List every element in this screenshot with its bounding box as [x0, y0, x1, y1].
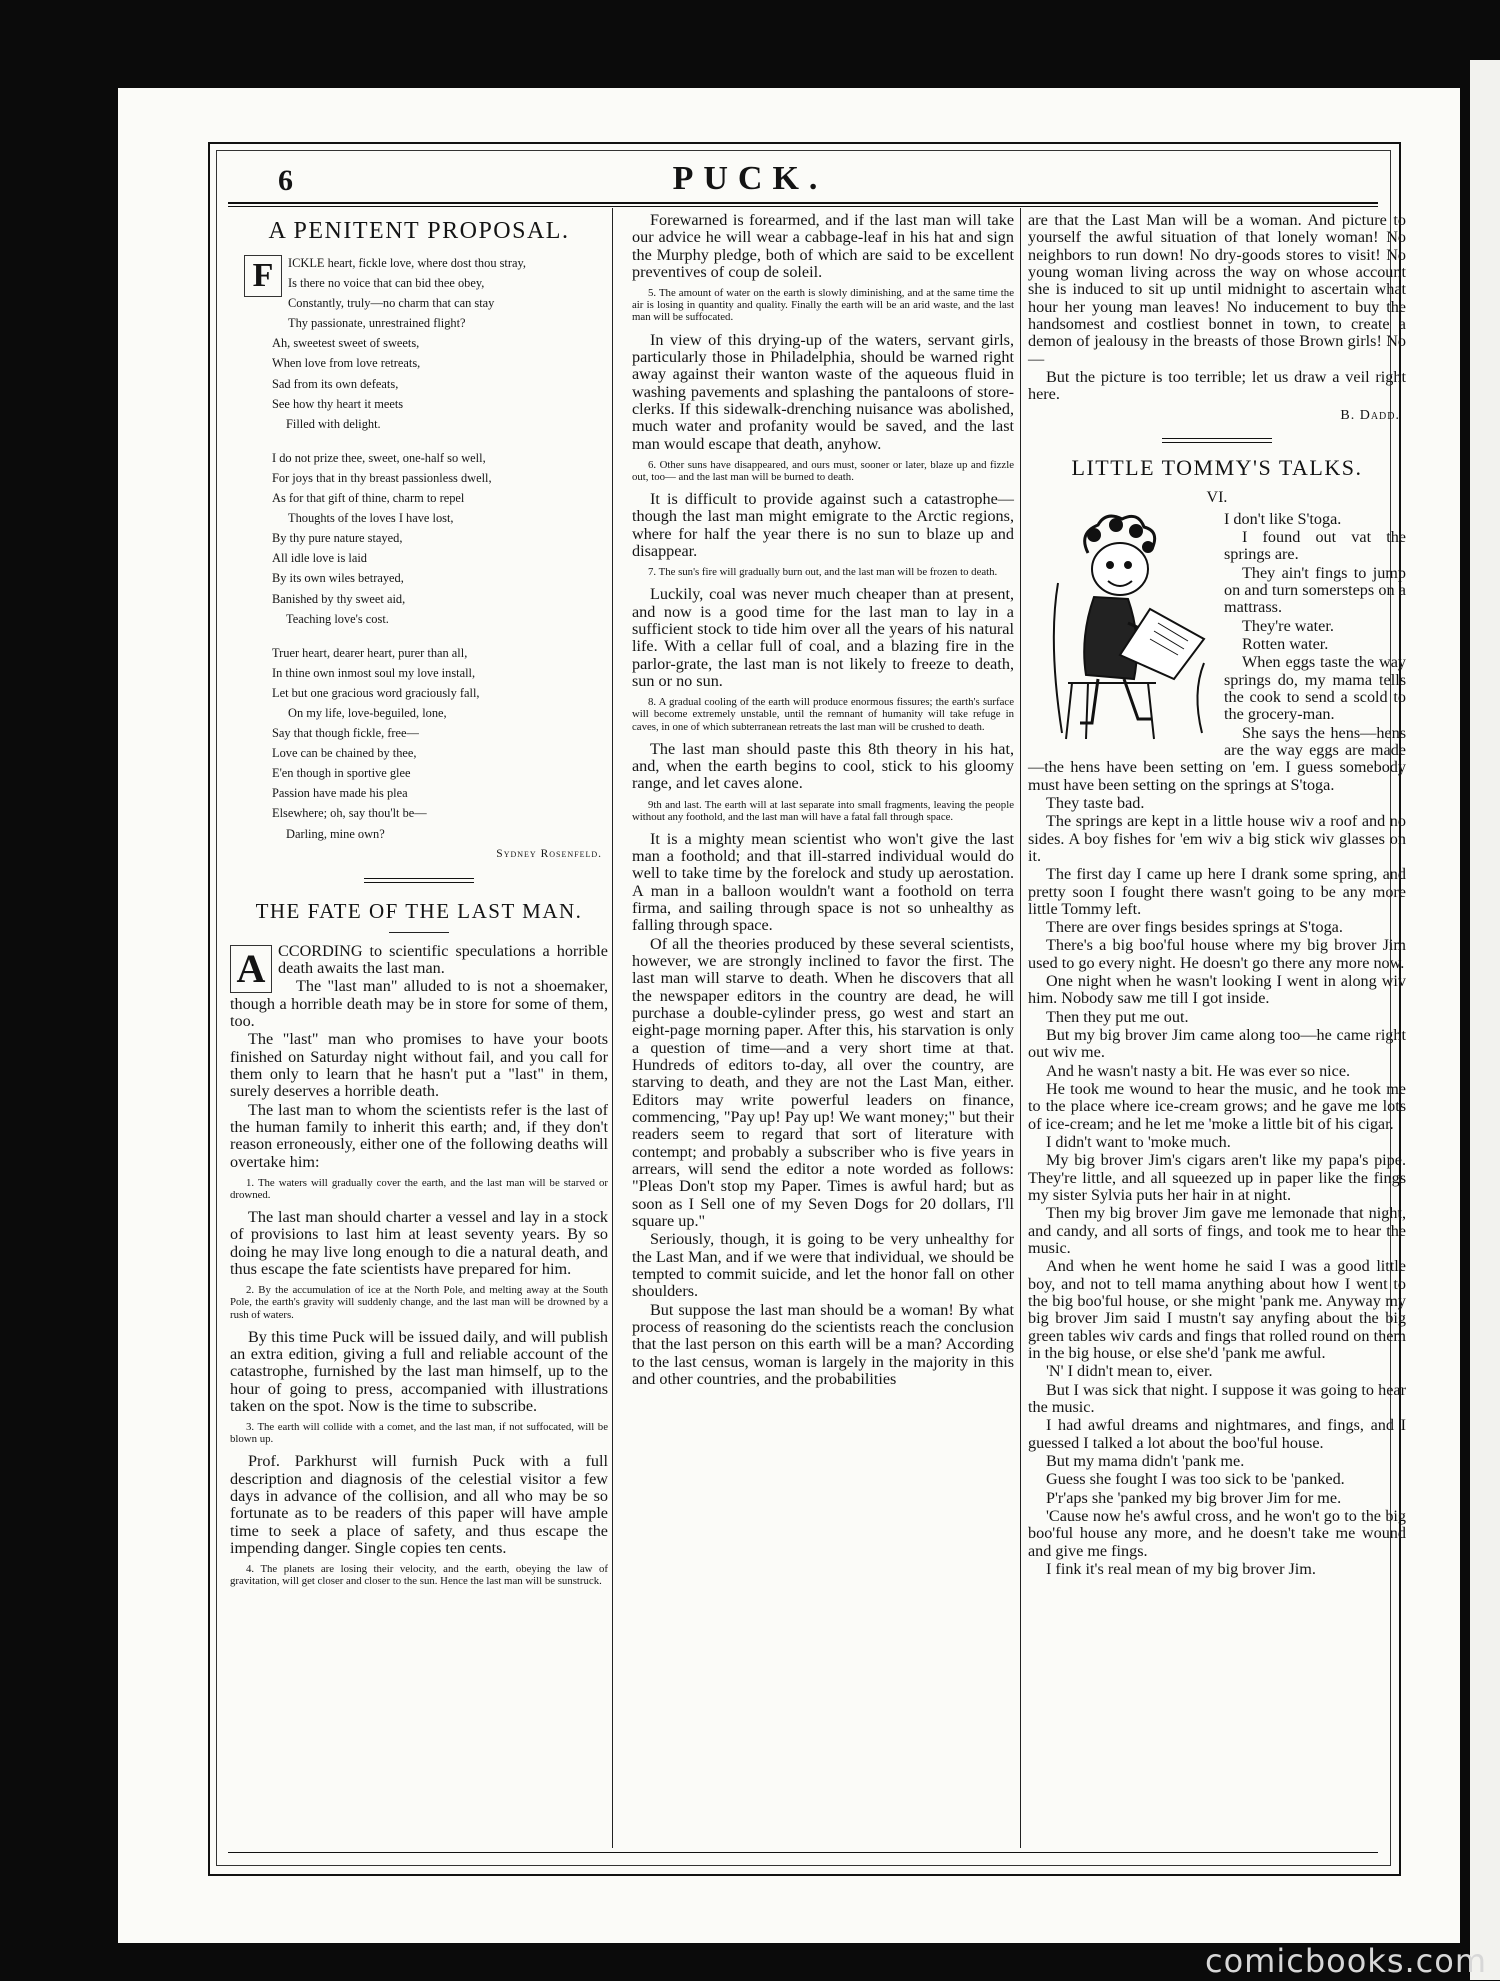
column-divider — [612, 208, 613, 1848]
paragraph: The "last" man who promises to have your boots finished on Saturday night without fail, and you call for them only to learn that he hasn't put a "last" in them, surely deserves a horrible death. — [230, 1030, 608, 1101]
tommy-line: There's a big boo'ful house where my big brover Jim used to go every night. He doesn't go there any more now. — [1028, 936, 1406, 972]
poem-line: ICKLE heart, fickle love, where dost thou stray, — [288, 256, 526, 270]
paragraph: A CCORDING to scientific speculations a horrible death awaits the last man. — [230, 943, 608, 978]
paragraph: Of all the theories produced by these several scientists, however, we are strongly inclined to favor the first. The last man will starve to death. When he discovers that all the newspaper editors in the country are dead, he will purchase a double-cylinder press, go west and start an eight-page morning paper. After this, his starvation is only a question of time—and a very short time at that. Hundreds of editors to-day, all over the country, are starving to death, and they are not the Last Man, either. Editors may write powerful leaders on finance, commencing, "Pay up! Pay up! We want money;" but their readers seem to regard that sort of literature with contempt; and probably a subscriber who is five years in arrears, will send the editor a note worded as follows: "Pleas Don't stop my Paper. Times is awful hard; but as soon as I Sell one of my Seven Dogs for 20 dollars, I'll square up." — [632, 934, 1014, 1230]
tommy-illustration — [1028, 513, 1216, 745]
tommy-line: I didn't want to 'moke much. — [1046, 1133, 1231, 1152]
tommy-line: They ain't fings to jump on and turn somersteps on a mattrass. — [1224, 563, 1406, 617]
poem-line: Constantly, truly—no charm that can stay — [288, 296, 495, 311]
tommy-line: Then my big brover Jim gave me lemonade that night, and candy, and all sorts of fings, and took me to hear the music. — [1028, 1204, 1406, 1258]
poem-line: Thoughts of the loves I have lost, — [288, 511, 454, 526]
poem-line: Love can be chained by thee, — [272, 746, 417, 761]
tommy-line: She says the hens—hens are the way eggs are made—the hens have been setting on 'em. I guess somebody must have been setting on the springs at S'toga. — [1028, 723, 1406, 794]
tommy-line: They're water. — [1242, 616, 1334, 635]
theory-note: 2. By the accumulation of ice at the North Pole, and melting away at the South Pole, the earth's gravity will suddenly change, and the last man will be drowned by a rush of waters. — [230, 1284, 608, 1321]
poem-line: In thine own inmost soul my love install, — [272, 665, 476, 680]
tommy-line: The first day I came up here I drank some spring, and pretty soon I fought there wasn't going to be any more little Tommy left. — [1028, 865, 1406, 918]
column-middle — [632, 212, 1014, 1389]
tommy-line: Then they put me out. — [1046, 1007, 1189, 1026]
poem-line: By its own wiles betrayed, — [272, 571, 404, 586]
tommy-line: But my big brover Jim came along too—he came right out wiv me. — [1028, 1026, 1406, 1062]
poem-line: I do not prize thee, sweet, one-half so well, — [272, 450, 486, 465]
poem-line: By thy pure nature stayed, — [272, 531, 403, 546]
article-drop-cap: A — [230, 945, 272, 993]
poem-line: Ah, sweetest sweet of sweets, — [272, 336, 420, 351]
title-rule — [389, 932, 449, 933]
theory-note: 6. Other suns have disappeared, and ours must, sooner or later, blaze up and fizzle out, too— and the last man will be burned to death. — [632, 458, 1014, 483]
section-divider — [1162, 438, 1272, 443]
poem-line: Teaching love's cost. — [286, 611, 389, 626]
poem-line: Banished by thy sweet aid, — [272, 591, 406, 606]
poem-line: E'en though in sportive glee — [272, 766, 411, 781]
paragraph: The last man should charter a vessel and lay in a stock of provisions to last him at least seventy years. By so doing he may live long enough to die a natural death, and thus escape the fate scientists have prepared for him. — [230, 1208, 608, 1279]
watermark: comicbooks.com — [1205, 1942, 1488, 1980]
tommy-line: I fink it's real mean of my big brover Jim. — [1046, 1559, 1316, 1578]
tommy-line: 'N' I didn't mean to, eiver. — [1046, 1362, 1213, 1381]
theory-note: 3. The earth will collide with a comet, and the last man, if not suffocated, will be blown up. — [230, 1421, 608, 1446]
theory-note: 9th and last. The earth will at last separate into small fragments, leaving the people without any foothold, and the last man will have a fatal fall through space. — [632, 798, 1014, 823]
theory-note: 4. The planets are losing their velocity, and the earth, obeying the law of gravitation, will get closer and closer to the sun. Hence the last man will be sunstruck. — [230, 1563, 608, 1588]
header-rule — [228, 202, 1378, 204]
paragraph: By this time Puck will be issued daily, and will publish an extra edition, giving a full and reliable account of the catastrophe, furnished by the last man himself, up to the hour of going to press, accompanied with illustrations taken on the spot. Now is the time to subscribe. — [230, 1327, 608, 1415]
paragraph: The "last man" alluded to is not a shoemaker, though a horrible death may be in store for some of them, too. — [230, 977, 608, 1030]
adjacent-page-edge — [1470, 60, 1500, 1980]
column-left — [230, 212, 608, 1596]
poem-line: Filled with delight. — [286, 416, 381, 431]
paragraph: Seriously, though, it is going to be very unhealthy for the Last Man, and if we were that individual, we should be tempted to commit suicide, and let the honor fall on other shoulders. — [632, 1230, 1014, 1301]
tommy-line: And when he went home he said I was a good little boy, and not to tell mama anything about how I went to the big boo'ful house, or she might 'pank me. Anyway my big brover Jim said I mustn't say anyfing about the big green tables wiv cards and fings that rolled round on them in the big house, or else she'd 'pank me awful. — [1028, 1257, 1406, 1363]
tommy-line: The springs are kept in a little house wiv a roof and no sides. A boy fishes for 'em wiv a big stick wiv glasses on it. — [1028, 812, 1406, 865]
paragraph: Prof. Parkhurst will furnish Puck with a full description and diagnosis of the celestial visitor a few days in advance of the collision, and all who may be so fortunate as to be readers of this paper will have ample time to seek a place of safety, and thus escape the impending danger. Single copies ten cents. — [230, 1452, 608, 1558]
poem-line: Say that though fickle, free— — [272, 726, 419, 741]
poem-line: Darling, mine own? — [286, 826, 385, 841]
paragraph: Forewarned is forearmed, and if the last man will take our advice he will wear a cabbage-leaf in his hat and sign the Murphy pledge, both of which are said to be excellent preventives of coup de soleil. — [632, 211, 1014, 281]
paragraph: It is a mighty mean scientist who won't give the last man a foothold; and that ill-starred individual would do well to take time by the forelock and study up aerostation. A man in a balloon wouldn't want a foothold on terra firma, and sailing through space is not so unhealthy as falling through space. — [632, 829, 1014, 935]
footer-rule — [228, 1852, 1378, 1853]
theory-note: 5. The amount of water on the earth is slowly diminishing, and at the same time the air is losing in quantity and quality. Finally the earth will be an arid waste, and the last man will be suffocated. — [632, 287, 1014, 324]
poem-line: Truer heart, dearer heart, purer than all, — [272, 645, 468, 660]
tommy-line: But I was sick that night. I suppose it was going to hear the music. — [1028, 1380, 1406, 1417]
tommy-line: And he wasn't nasty a bit. He was ever so nice. — [1046, 1061, 1351, 1080]
paragraph: In view of this drying-up of the waters, servant girls, particularly those in Philadelphia, should be warned right away against their wanton waste of the aqueous fluid in washing pavements and splashing the pantaloons of store-clerks. If this sidewalk-drenching nuisance was abolished, much water and profanity would be saved, and the last man would escape that death, anyhow. — [632, 330, 1014, 453]
tommy-line: But my mama didn't 'pank me. — [1046, 1452, 1245, 1470]
poem-line: As for that gift of thine, charm to repel — [272, 491, 465, 506]
poem-line: Elsewhere; oh, say thou'lt be— — [272, 806, 427, 821]
paragraph: It is difficult to provide against such a catastrophe—though the last man might emigrate to the Arctic regions, where for half the year there is no sun to blaze up and disappear. — [632, 490, 1014, 560]
tommy-line: My big brover Jim's cigars aren't like my papa's pipe. They're little, and all squeezed up in paper like the fings my sister Sylvia puts her hair in at night. — [1028, 1151, 1406, 1205]
poem-line: All idle love is laid — [272, 551, 367, 566]
tommy-line: I don't like S'toga. — [1224, 509, 1342, 528]
poem-line: For joys that in thy breast passionless dwell, — [272, 470, 492, 485]
tommy-line: He took me wound to hear the music, and he took me to the place where ice-cream grows; and he gave me lots of ice-cream; and he let me 'moke a little bit of his cigar. — [1028, 1080, 1406, 1133]
tommy-line: 'Cause now he's awful cross, and he won't go to the big boo'ful house any more, and he doesn't take me wound and give me fings. — [1028, 1506, 1406, 1560]
paragraph: But suppose the last man should be a woman! By what process of reasoning do the scientists reach the conclusion that the last person on this earth will be a man? According to the last census, woman is largely in the majority in this and other countries, and the probabilities — [632, 1300, 1014, 1388]
tommy-line: Rotten water. — [1242, 634, 1329, 653]
tommy-line: Guess she fought I was too sick to be 'panked. — [1046, 1470, 1345, 1489]
article-signature: B. Dadd. — [1340, 407, 1400, 423]
poem-title: A PENITENT PROPOSAL. — [268, 218, 570, 244]
article-title: LITTLE TOMMY'S TALKS. — [1071, 454, 1363, 480]
poem-line: On my life, love-beguiled, lone, — [288, 705, 447, 720]
theory-note: 8. A gradual cooling of the earth will produce enormous fissures; the earth's surface will become extremely unstable, until the remnant of humanity will take refuge in caves, in one of which subterranean retreats the last man will be crushed to death. — [632, 696, 1014, 733]
poem-line: Let but one gracious word graciously fall, — [272, 685, 480, 700]
column-divider — [1020, 208, 1021, 1848]
tommy-line: I had awful dreams and nightmares, and fings, and I guessed I talked a lot about the boo'ful house. — [1028, 1416, 1406, 1452]
tommy-line: I found out vat the springs are. — [1224, 527, 1406, 564]
poem-body — [244, 253, 608, 844]
masthead: PUCK. — [672, 160, 828, 197]
paragraph: Luckily, coal was never much cheaper than at present, and now is a good time for the last man to lay in a sufficient stock to tide him over all the years of his natural life. With a cellar full of coal, and a blazing fire in the parlor-grate, the last man is not likely to freeze to death, sun or no sun. — [632, 585, 1014, 691]
theory-note: 1. The waters will gradually cover the earth, and the last man will be starved or drowned. — [230, 1176, 608, 1201]
page-number: 6 — [278, 164, 293, 197]
tommy-line: There are over fings besides springs at S'toga. — [1046, 918, 1343, 937]
column-right — [1028, 212, 1406, 1579]
poem-line: Thy passionate, unrestrained flight? — [288, 316, 466, 331]
poem-line: Passion have made his plea — [272, 786, 408, 801]
poem-line: Sad from its own defeats, — [272, 376, 399, 391]
theory-note: 7. The sun's fire will gradually burn out, and the last man will be frozen to death. — [648, 566, 998, 579]
poem-line: See how thy heart it meets — [272, 396, 404, 411]
poem-line: When love from love retreats, — [272, 356, 421, 371]
section-divider — [364, 878, 474, 883]
header-rule-thin — [228, 206, 1378, 207]
paragraph: The last man to whom the scientists refer is the last of the human family to inherit this earth; and, if they don't reason erroneously, either one of the following deaths will overtake him: — [230, 1100, 608, 1171]
tommy-line: They taste bad. — [1046, 793, 1145, 812]
paragraph: are that the Last Man will be a woman. And picture to yourself the awful situation of that lonely woman! No neighbors to run down! No dry-goods stores to visit! No young woman living across the way on whose account she is induced to sit up until midnight to ascertain what hour her young man leaves! No inducement to buy the handsomest and costliest bonnet in town, to create a demon of jealousy in the breasts of those Brown girls! No— — [1028, 211, 1406, 368]
section-number: VI. — [1206, 488, 1228, 506]
poem-drop-cap: F — [244, 255, 282, 297]
paragraph: But the picture is too terrible; let us draw a veil right here. — [1028, 367, 1406, 404]
tommy-line: When eggs taste the way springs do, my mama tells the cook to send a scold to the grocery-man. — [1224, 653, 1406, 724]
tommy-line: P'r'aps she 'panked my big brover Jim for me. — [1046, 1488, 1342, 1507]
tommy-line: One night when he wasn't looking I went in along wiv him. Nobody saw me till I got inside. — [1028, 972, 1406, 1008]
article-title: THE FATE OF THE LAST MAN. — [255, 898, 583, 923]
poem-line: Is there no voice that can bid thee obey, — [288, 276, 485, 291]
paragraph: The last man should paste this 8th theory in his hat, and, when the earth begins to cool, stick to his gloomy range, and let caves alone. — [632, 739, 1014, 793]
poem-signature: Sydney Rosenfeld. — [496, 847, 602, 860]
